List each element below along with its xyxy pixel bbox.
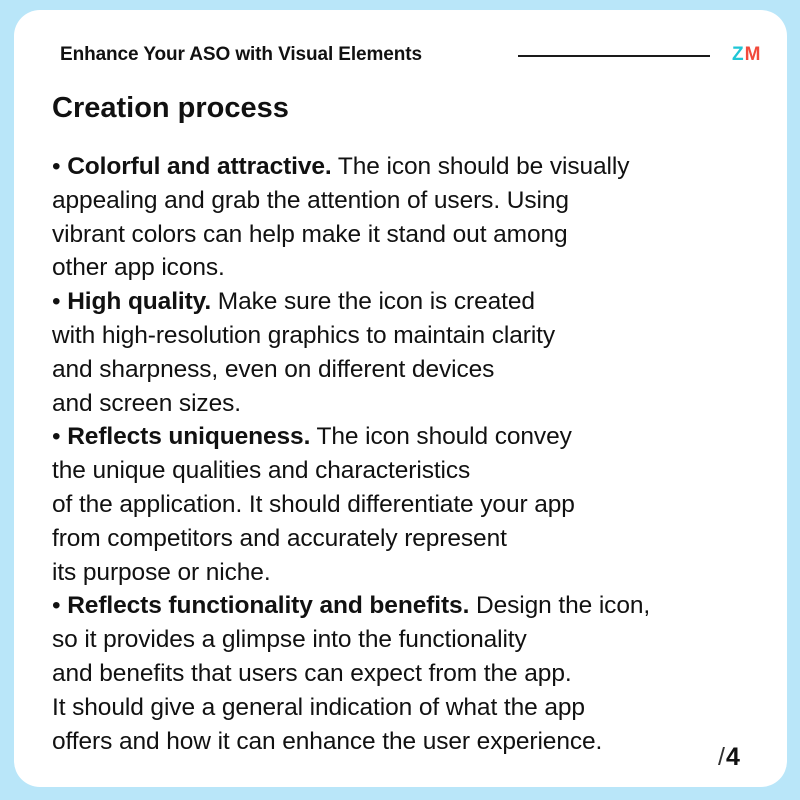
bullet-first-line: [52, 150, 742, 184]
header-title: Enhance Your ASO with Visual Elements: [60, 44, 422, 65]
bullet-text: The icon should convey: [310, 423, 572, 451]
bullet-line: It should give a general indication of what the app: [52, 693, 585, 721]
bullet-item-uniqueness: [52, 420, 742, 589]
bullet-line: of the application. It should differentiate your app: [52, 490, 575, 518]
bullet-line: vibrant colors can help make it stand out among: [52, 220, 568, 248]
page-digit: 4: [725, 743, 740, 771]
bullet-line: appealing and grab the attention of users. Using: [52, 186, 569, 214]
bullet-marker: •: [52, 592, 61, 620]
bullet-heading: Reflects uniqueness.: [67, 423, 311, 451]
bullet-line: the unique qualities and characteristics: [52, 457, 471, 485]
bullet-marker: •: [52, 153, 61, 180]
bullet-text: The icon should be visually: [331, 153, 630, 180]
bullet-line: so it provides a glimpse into the functionality: [52, 626, 527, 654]
bullet-first-line: [52, 589, 742, 623]
logo-letter-m: M: [744, 44, 762, 65]
bullet-marker: •: [52, 288, 61, 316]
logo-letter-z: Z: [732, 44, 745, 65]
bullet-line: with high-resolution graphics to maintain clarity: [52, 321, 556, 349]
bullet-line: and sharpness, even on different devices: [52, 355, 495, 383]
brand-logo: [732, 43, 761, 67]
bullet-item-functionality: [52, 589, 742, 758]
bullet-line: offers and how it can enhance the user experience.: [52, 727, 603, 755]
header-divider: [518, 55, 710, 57]
bullet-line: its purpose or niche.: [52, 558, 271, 586]
bullet-line: and screen sizes.: [52, 389, 241, 417]
slide-header: [60, 43, 766, 67]
section-title: Creation process: [52, 92, 289, 124]
page-slash: /: [718, 743, 725, 771]
page-number: [718, 741, 740, 773]
bullet-first-line: [52, 420, 742, 454]
bullet-item-colorful: [52, 150, 742, 285]
bullet-line: and benefits that users can expect from the app.: [52, 659, 572, 687]
bullet-text: Make sure the icon is created: [211, 288, 535, 316]
bullet-line: other app icons.: [52, 254, 225, 282]
bullet-heading: Reflects functionality and benefits.: [67, 592, 470, 620]
bullet-first-line: [52, 285, 742, 319]
bullet-heading: High quality.: [67, 288, 212, 316]
bullet-list: [52, 150, 742, 758]
bullet-line: from competitors and accurately represent: [52, 524, 507, 552]
bullet-heading: Colorful and attractive.: [67, 153, 332, 180]
bullet-text: Design the icon,: [469, 592, 651, 620]
bullet-item-high-quality: [52, 285, 742, 420]
bullet-marker: •: [52, 423, 61, 451]
